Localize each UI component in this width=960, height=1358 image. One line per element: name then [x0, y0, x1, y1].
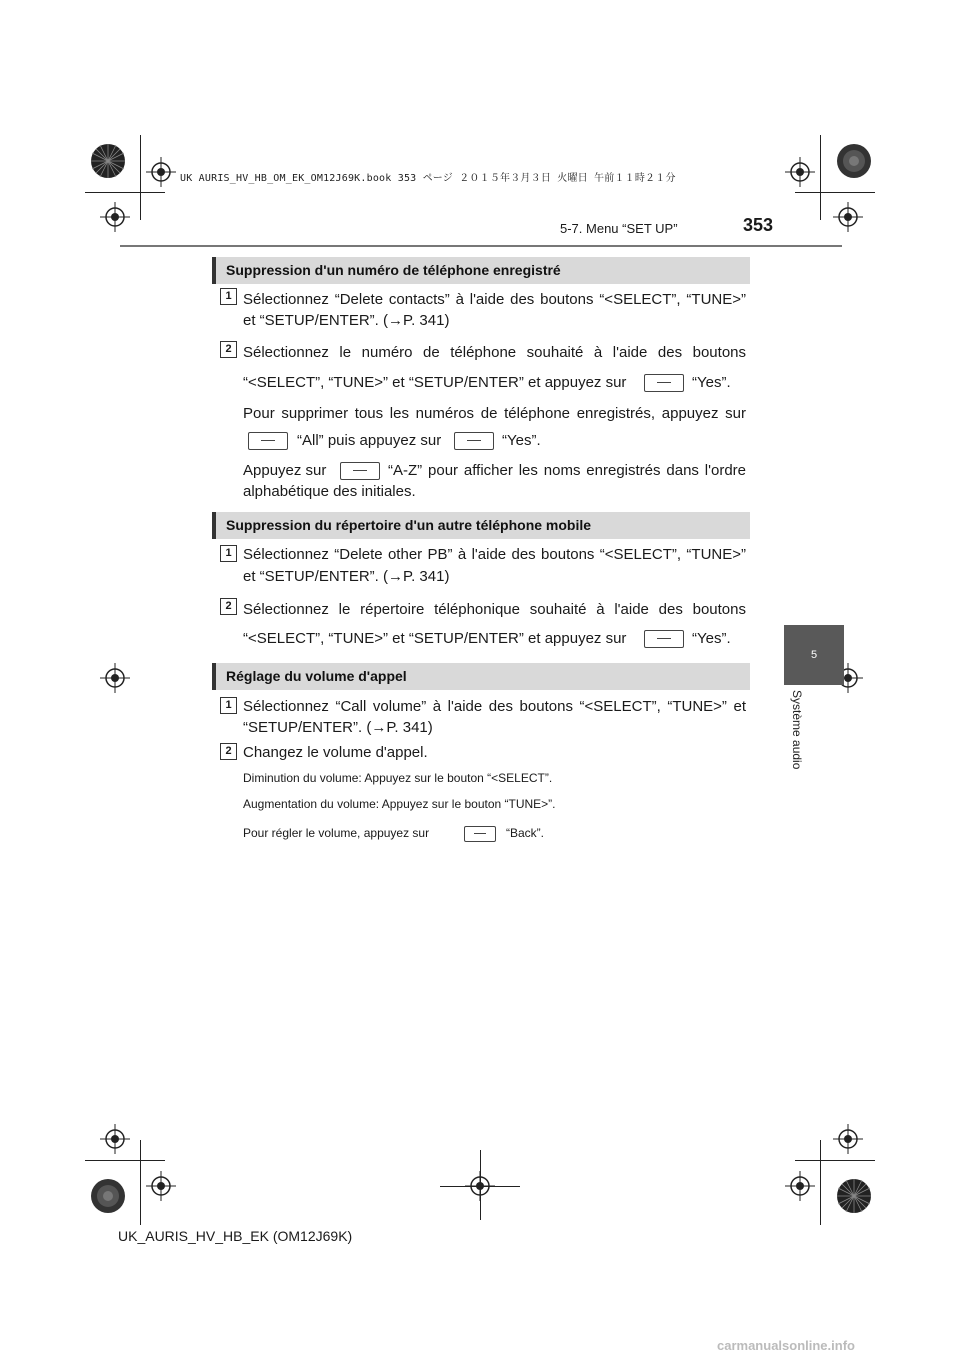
page-number: 353	[743, 215, 774, 235]
chapter-tab: 5	[784, 625, 844, 685]
step-text: Sélectionnez le répertoire téléphonique souhaité à l'aide des boutons	[243, 601, 746, 618]
watermark: carmanualsonline.info	[717, 1338, 855, 1353]
step-text: et “SETUP/ENTER”. (→P. 341)	[243, 568, 450, 585]
section-heading: Réglage du volume d'appel	[212, 663, 750, 690]
registration-mark-icon	[833, 202, 863, 232]
note-text: Appuyez sur	[243, 462, 327, 479]
detail-text: Augmentation du volume: Appuyez sur le bouton “TUNE>”.	[243, 797, 556, 811]
crop-line	[795, 192, 875, 193]
step-number: 2	[220, 743, 237, 760]
step-text: Sélectionnez “Call volume” à l'aide des boutons “<SELECT”, “TUNE>” et	[243, 698, 746, 715]
step-text: Changez le volume d'appel.	[243, 744, 428, 761]
crop-line	[140, 1140, 141, 1225]
note-text: “Yes”.	[502, 432, 541, 449]
registration-mark-icon	[833, 1124, 863, 1154]
registration-mark-icon	[785, 1171, 815, 1201]
screen-button-icon	[248, 432, 288, 450]
color-target-icon	[836, 1178, 872, 1214]
section-reference: 5-7. Menu “SET UP”	[560, 221, 678, 236]
screen-button-icon	[340, 462, 380, 480]
chapter-label: Système audio	[790, 690, 804, 770]
step-text: “SETUP/ENTER”. (→P. 341)	[243, 719, 433, 736]
registration-mark-icon	[146, 157, 176, 187]
screen-button-icon	[644, 630, 684, 648]
crop-line	[795, 1160, 875, 1161]
crop-line	[140, 135, 141, 220]
step-number: 2	[220, 598, 237, 615]
screen-button-icon	[464, 826, 496, 842]
step-text: “<SELECT”, “TUNE>” et “SETUP/ENTER” et appuyez sur	[243, 630, 627, 647]
registration-mark-icon	[785, 157, 815, 187]
section-heading: Suppression du répertoire d'un autre téléphone mobile	[212, 512, 750, 539]
color-target-icon	[90, 1178, 126, 1214]
screen-button-icon	[454, 432, 494, 450]
color-target-icon	[836, 143, 872, 179]
note-text: alphabétique des initiales.	[243, 483, 416, 500]
crop-line	[820, 1140, 821, 1225]
step-text: Sélectionnez “Delete contacts” à l'aide des boutons “<SELECT”, “TUNE>”	[243, 291, 746, 308]
crop-line	[480, 1150, 481, 1220]
crop-line	[85, 1160, 165, 1161]
screen-button-icon	[644, 374, 684, 392]
registration-mark-icon	[146, 1171, 176, 1201]
step-text: Sélectionnez le numéro de téléphone souhaité à l'aide des boutons	[243, 344, 746, 361]
detail-text: Pour régler le volume, appuyez sur	[243, 826, 430, 840]
step-number: 2	[220, 341, 237, 358]
book-info-line: UK AURIS_HV_HB_OM_EK_OM12J69K.book 353 ページ ２０１５年３月３日 火曜日 午前１１時２１分	[180, 173, 676, 184]
crop-line	[820, 135, 821, 220]
section-heading: Suppression d'un numéro de téléphone enregistré	[212, 257, 750, 284]
step-number: 1	[220, 288, 237, 305]
model-code: UK_AURIS_HV_HB_EK (OM12J69K)	[118, 1228, 353, 1244]
step-number: 1	[220, 697, 237, 714]
step-text: “Yes”.	[692, 630, 731, 647]
detail-text: Diminution du volume: Appuyez sur le bouton “<SELECT”.	[243, 771, 553, 785]
color-target-icon	[90, 143, 126, 179]
step-text: et “SETUP/ENTER”. (→P. 341)	[243, 312, 450, 329]
detail-text: “Back”.	[506, 826, 545, 840]
note-text: Pour supprimer tous les numéros de téléphone enregistrés, appuyez sur	[243, 405, 746, 422]
step-text: Sélectionnez “Delete other PB” à l'aide des boutons “<SELECT”, “TUNE>”	[243, 546, 746, 563]
registration-mark-icon	[100, 1124, 130, 1154]
crop-line	[85, 192, 165, 193]
registration-mark-icon	[100, 663, 130, 693]
step-text: “Yes”.	[692, 374, 731, 391]
step-text: “<SELECT”, “TUNE>” et “SETUP/ENTER” et appuyez sur	[243, 374, 627, 391]
note-text: “All” puis appuyez sur	[297, 432, 442, 449]
header-rule	[120, 245, 842, 247]
step-number: 1	[220, 545, 237, 562]
note-text: “A-Z” pour afficher les noms enregistrés dans l'ordre	[388, 462, 746, 479]
registration-mark-icon	[100, 202, 130, 232]
